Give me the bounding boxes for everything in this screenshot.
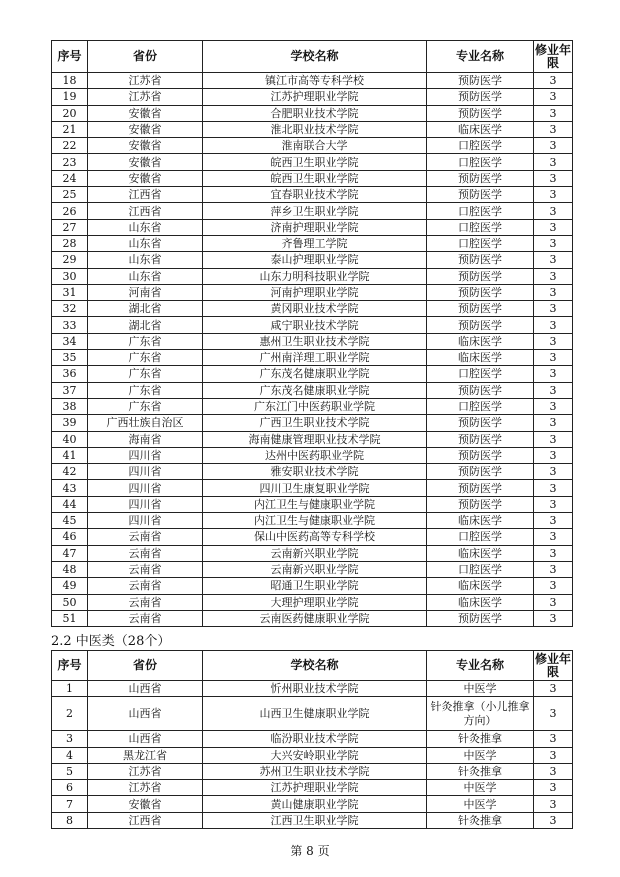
- table-row: [52, 89, 573, 105]
- cell-major: 预防医学: [427, 268, 534, 284]
- cell-index: 34: [52, 333, 88, 349]
- cell-province: 云南省: [88, 529, 203, 545]
- cell-index: 37: [52, 382, 88, 398]
- cell-major: 中医学: [427, 681, 534, 697]
- cell-school: 济南护理职业学院: [203, 219, 427, 235]
- cell-school: 苏州卫生职业技术学院: [203, 763, 427, 779]
- cell-province: 安徽省: [88, 121, 203, 137]
- cell-school: 忻州职业技术学院: [203, 681, 427, 697]
- cell-province: 江苏省: [88, 89, 203, 105]
- cell-years: 3: [534, 496, 573, 512]
- cell-index: 44: [52, 496, 88, 512]
- cell-years: 3: [534, 610, 573, 626]
- cell-province: 江苏省: [88, 73, 203, 89]
- cell-years: 3: [534, 681, 573, 697]
- cell-major: 中医学: [427, 796, 534, 812]
- column-header: 修业年限: [534, 41, 573, 73]
- cell-major: 临床医学: [427, 594, 534, 610]
- cell-major: 口腔医学: [427, 219, 534, 235]
- table-row: [52, 496, 573, 512]
- cell-province: 广东省: [88, 366, 203, 382]
- cell-index: 32: [52, 301, 88, 317]
- cell-province: 安徽省: [88, 170, 203, 186]
- cell-school: 内江卫生与健康职业学院: [203, 496, 427, 512]
- cell-years: 3: [534, 235, 573, 251]
- cell-index: 5: [52, 763, 88, 779]
- table-row: [52, 284, 573, 300]
- table-row: [52, 317, 573, 333]
- cell-province: 四川省: [88, 480, 203, 496]
- cell-province: 安徽省: [88, 796, 203, 812]
- cell-province: 海南省: [88, 431, 203, 447]
- column-header: 学校名称: [203, 651, 427, 681]
- cell-province: 山西省: [88, 697, 203, 731]
- cell-years: 3: [534, 812, 573, 828]
- cell-school: 淮南联合大学: [203, 138, 427, 154]
- cell-major: 预防医学: [427, 447, 534, 463]
- cell-major: 预防医学: [427, 464, 534, 480]
- cell-school: 江苏护理职业学院: [203, 780, 427, 796]
- cell-school: 四川卫生康复职业学院: [203, 480, 427, 496]
- cell-school: 内江卫生与健康职业学院: [203, 513, 427, 529]
- cell-school: 保山中医药高等专科学校: [203, 529, 427, 545]
- cell-years: 3: [534, 513, 573, 529]
- cell-index: 21: [52, 121, 88, 137]
- cell-school: 广东江门中医药职业学院: [203, 398, 427, 414]
- column-header: 序号: [52, 651, 88, 681]
- cell-years: 3: [534, 796, 573, 812]
- cell-years: 3: [534, 529, 573, 545]
- table-row: [52, 154, 573, 170]
- cell-years: 3: [534, 578, 573, 594]
- cell-major: 口腔医学: [427, 203, 534, 219]
- cell-years: 3: [534, 301, 573, 317]
- cell-index: 49: [52, 578, 88, 594]
- cell-index: 6: [52, 780, 88, 796]
- cell-years: 3: [534, 382, 573, 398]
- cell-years: 3: [534, 731, 573, 747]
- cell-major: 口腔医学: [427, 366, 534, 382]
- cell-province: 山东省: [88, 219, 203, 235]
- cell-province: 山西省: [88, 731, 203, 747]
- cell-school: 雅安职业技术学院: [203, 464, 427, 480]
- cell-index: 30: [52, 268, 88, 284]
- cell-school: 江西卫生职业学院: [203, 812, 427, 828]
- cell-school: 广州南洋理工职业学院: [203, 350, 427, 366]
- cell-index: 22: [52, 138, 88, 154]
- table-row: [52, 398, 573, 414]
- cell-school: 合肥职业技术学院: [203, 105, 427, 121]
- table-row: [52, 594, 573, 610]
- cell-school: 咸宁职业技术学院: [203, 317, 427, 333]
- cell-major: 口腔医学: [427, 561, 534, 577]
- cell-school: 云南新兴职业学院: [203, 561, 427, 577]
- cell-index: 2: [52, 697, 88, 731]
- cell-years: 3: [534, 398, 573, 414]
- cell-school: 淮北职业技术学院: [203, 121, 427, 137]
- cell-index: 42: [52, 464, 88, 480]
- cell-years: 3: [534, 121, 573, 137]
- cell-school: 齐鲁理工学院: [203, 235, 427, 251]
- cell-province: 云南省: [88, 545, 203, 561]
- cell-years: 3: [534, 170, 573, 186]
- cell-years: 3: [534, 561, 573, 577]
- cell-years: 3: [534, 187, 573, 203]
- table-row: [52, 138, 573, 154]
- table-row: [52, 301, 573, 317]
- cell-school: 萍乡卫生职业学院: [203, 203, 427, 219]
- cell-major: 中医学: [427, 780, 534, 796]
- table-row: [52, 796, 573, 812]
- column-header: 省份: [88, 41, 203, 73]
- table-row: [52, 610, 573, 626]
- cell-major: 预防医学: [427, 431, 534, 447]
- cell-province: 广西壮族自治区: [88, 415, 203, 431]
- cell-years: 3: [534, 333, 573, 349]
- cell-province: 云南省: [88, 610, 203, 626]
- cell-major: 预防医学: [427, 496, 534, 512]
- cell-index: 39: [52, 415, 88, 431]
- cell-years: 3: [534, 780, 573, 796]
- table-row: [52, 513, 573, 529]
- cell-major: 预防医学: [427, 89, 534, 105]
- cell-index: 3: [52, 731, 88, 747]
- cell-province: 四川省: [88, 464, 203, 480]
- cell-years: 3: [534, 203, 573, 219]
- cell-index: 33: [52, 317, 88, 333]
- cell-major: 预防医学: [427, 301, 534, 317]
- cell-years: 3: [534, 747, 573, 763]
- cell-province: 江西省: [88, 187, 203, 203]
- cell-years: 3: [534, 105, 573, 121]
- cell-school: 皖西卫生职业学院: [203, 154, 427, 170]
- cell-major: 预防医学: [427, 187, 534, 203]
- cell-major: 针灸推拿: [427, 763, 534, 779]
- cell-province: 广东省: [88, 382, 203, 398]
- cell-years: 3: [534, 594, 573, 610]
- cell-school: 山西卫生健康职业学院: [203, 697, 427, 731]
- table-header-row: [52, 41, 573, 73]
- cell-province: 安徽省: [88, 154, 203, 170]
- table-row: [52, 219, 573, 235]
- cell-school: 皖西卫生职业学院: [203, 170, 427, 186]
- cell-major: 临床医学: [427, 513, 534, 529]
- cell-province: 山东省: [88, 235, 203, 251]
- cell-years: 3: [534, 431, 573, 447]
- page-footer: 第 8 页: [290, 844, 330, 858]
- cell-school: 惠州卫生职业技术学院: [203, 333, 427, 349]
- column-header: 序号: [52, 41, 88, 73]
- table-row: [52, 121, 573, 137]
- table-row: [52, 350, 573, 366]
- cell-province: 安徽省: [88, 105, 203, 121]
- cell-index: 20: [52, 105, 88, 121]
- cell-index: 40: [52, 431, 88, 447]
- table-row: [52, 333, 573, 349]
- section-title: 2.2 中医类（28个）: [51, 634, 171, 649]
- cell-school: 宜春职业技术学院: [203, 187, 427, 203]
- cell-years: 3: [534, 545, 573, 561]
- cell-province: 江西省: [88, 203, 203, 219]
- cell-index: 24: [52, 170, 88, 186]
- cell-major: 预防医学: [427, 480, 534, 496]
- table-row: [52, 561, 573, 577]
- cell-major: 临床医学: [427, 545, 534, 561]
- cell-major: 预防医学: [427, 252, 534, 268]
- cell-major: 预防医学: [427, 382, 534, 398]
- cell-index: 28: [52, 235, 88, 251]
- cell-years: 3: [534, 73, 573, 89]
- table-row: [52, 681, 573, 697]
- cell-index: 19: [52, 89, 88, 105]
- cell-index: 45: [52, 513, 88, 529]
- table-row: [52, 480, 573, 496]
- cell-province: 云南省: [88, 594, 203, 610]
- cell-province: 云南省: [88, 561, 203, 577]
- table-row: [52, 187, 573, 203]
- table-row: [52, 545, 573, 561]
- table-header-row: [52, 651, 573, 681]
- cell-province: 安徽省: [88, 138, 203, 154]
- column-header: 专业名称: [427, 651, 534, 681]
- cell-index: 25: [52, 187, 88, 203]
- cell-school: 山东力明科技职业学院: [203, 268, 427, 284]
- cell-years: 3: [534, 138, 573, 154]
- table-row: [52, 73, 573, 89]
- cell-province: 江苏省: [88, 780, 203, 796]
- cell-province: 湖北省: [88, 301, 203, 317]
- cell-index: 31: [52, 284, 88, 300]
- cell-years: 3: [534, 763, 573, 779]
- cell-major: 临床医学: [427, 333, 534, 349]
- cell-major: 中医学: [427, 747, 534, 763]
- school-table-2: [51, 650, 573, 829]
- cell-years: 3: [534, 464, 573, 480]
- cell-school: 广东茂名健康职业学院: [203, 366, 427, 382]
- cell-years: 3: [534, 89, 573, 105]
- cell-years: 3: [534, 317, 573, 333]
- cell-school: 河南护理职业学院: [203, 284, 427, 300]
- cell-major: 临床医学: [427, 578, 534, 594]
- cell-index: 36: [52, 366, 88, 382]
- cell-school: 大兴安岭职业学院: [203, 747, 427, 763]
- cell-major: 预防医学: [427, 610, 534, 626]
- cell-major: 口腔医学: [427, 529, 534, 545]
- column-header: 专业名称: [427, 41, 534, 73]
- cell-province: 四川省: [88, 447, 203, 463]
- cell-years: 3: [534, 415, 573, 431]
- cell-index: 27: [52, 219, 88, 235]
- cell-school: 镇江市高等专科学校: [203, 73, 427, 89]
- cell-major: 临床医学: [427, 350, 534, 366]
- cell-province: 湖北省: [88, 317, 203, 333]
- cell-province: 四川省: [88, 496, 203, 512]
- cell-school: 云南新兴职业学院: [203, 545, 427, 561]
- table-row: [52, 431, 573, 447]
- table-row: [52, 447, 573, 463]
- cell-school: 泰山护理职业学院: [203, 252, 427, 268]
- cell-school: 大理护理职业学院: [203, 594, 427, 610]
- cell-years: 3: [534, 284, 573, 300]
- cell-years: 3: [534, 350, 573, 366]
- cell-major: 口腔医学: [427, 138, 534, 154]
- cell-index: 48: [52, 561, 88, 577]
- cell-school: 黄冈职业技术学院: [203, 301, 427, 317]
- cell-years: 3: [534, 252, 573, 268]
- cell-index: 47: [52, 545, 88, 561]
- cell-province: 广东省: [88, 333, 203, 349]
- table-row: [52, 235, 573, 251]
- cell-province: 四川省: [88, 513, 203, 529]
- cell-index: 18: [52, 73, 88, 89]
- column-header: 学校名称: [203, 41, 427, 73]
- school-table-1: [51, 40, 573, 627]
- table-row: [52, 382, 573, 398]
- column-header: 修业年限: [534, 651, 571, 679]
- table-row: [52, 415, 573, 431]
- cell-province: 江苏省: [88, 763, 203, 779]
- cell-index: 41: [52, 447, 88, 463]
- cell-years: 3: [534, 697, 573, 731]
- table-row: [52, 578, 573, 594]
- cell-school: 黄山健康职业学院: [203, 796, 427, 812]
- cell-province: 广东省: [88, 350, 203, 366]
- cell-major: 针灸推拿: [427, 812, 534, 828]
- cell-index: 4: [52, 747, 88, 763]
- table-row: [52, 170, 573, 186]
- cell-major: 预防医学: [427, 73, 534, 89]
- cell-province: 河南省: [88, 284, 203, 300]
- cell-school: 临汾职业技术学院: [203, 731, 427, 747]
- cell-index: 26: [52, 203, 88, 219]
- table-row: [52, 366, 573, 382]
- cell-school: 昭通卫生职业学院: [203, 578, 427, 594]
- cell-index: 46: [52, 529, 88, 545]
- cell-years: 3: [534, 447, 573, 463]
- cell-years: 3: [534, 366, 573, 382]
- cell-major: 口腔医学: [427, 398, 534, 414]
- table-row: [52, 529, 573, 545]
- table-row: [52, 763, 573, 779]
- cell-index: 8: [52, 812, 88, 828]
- column-header: 省份: [88, 651, 203, 681]
- cell-province: 云南省: [88, 578, 203, 594]
- cell-school: 江苏护理职业学院: [203, 89, 427, 105]
- table-row: [52, 812, 573, 828]
- cell-major: 预防医学: [427, 317, 534, 333]
- table-row: [52, 105, 573, 121]
- table-row: [52, 697, 573, 731]
- cell-years: 3: [534, 219, 573, 235]
- cell-school: 达州中医药职业学院: [203, 447, 427, 463]
- cell-school: 海南健康管理职业技术学院: [203, 431, 427, 447]
- cell-index: 35: [52, 350, 88, 366]
- cell-major: 预防医学: [427, 105, 534, 121]
- table-row: [52, 252, 573, 268]
- cell-province: 广东省: [88, 398, 203, 414]
- cell-index: 38: [52, 398, 88, 414]
- table-row: [52, 464, 573, 480]
- cell-index: 50: [52, 594, 88, 610]
- cell-major: 预防医学: [427, 170, 534, 186]
- table-row: [52, 203, 573, 219]
- cell-province: 山东省: [88, 252, 203, 268]
- table-row: [52, 747, 573, 763]
- cell-school: 云南医药健康职业学院: [203, 610, 427, 626]
- table-row: [52, 268, 573, 284]
- cell-school: 广西卫生职业技术学院: [203, 415, 427, 431]
- table-row: [52, 731, 573, 747]
- cell-province: 黑龙江省: [88, 747, 203, 763]
- cell-index: 43: [52, 480, 88, 496]
- cell-major: 针灸推拿: [427, 731, 534, 747]
- table-row: [52, 780, 573, 796]
- cell-index: 23: [52, 154, 88, 170]
- cell-major: 临床医学: [427, 121, 534, 137]
- cell-years: 3: [534, 154, 573, 170]
- cell-index: 29: [52, 252, 88, 268]
- cell-province: 山西省: [88, 681, 203, 697]
- cell-major: 口腔医学: [427, 154, 534, 170]
- cell-province: 江西省: [88, 812, 203, 828]
- cell-major: 口腔医学: [427, 235, 534, 251]
- cell-province: 山东省: [88, 268, 203, 284]
- cell-years: 3: [534, 480, 573, 496]
- cell-school: 广东茂名健康职业学院: [203, 382, 427, 398]
- cell-index: 1: [52, 681, 88, 697]
- cell-index: 7: [52, 796, 88, 812]
- cell-major: 针灸推拿（小儿推拿方向）: [427, 697, 534, 731]
- cell-major: 预防医学: [427, 415, 534, 431]
- cell-major: 预防医学: [427, 284, 534, 300]
- cell-index: 51: [52, 610, 88, 626]
- cell-years: 3: [534, 268, 573, 284]
